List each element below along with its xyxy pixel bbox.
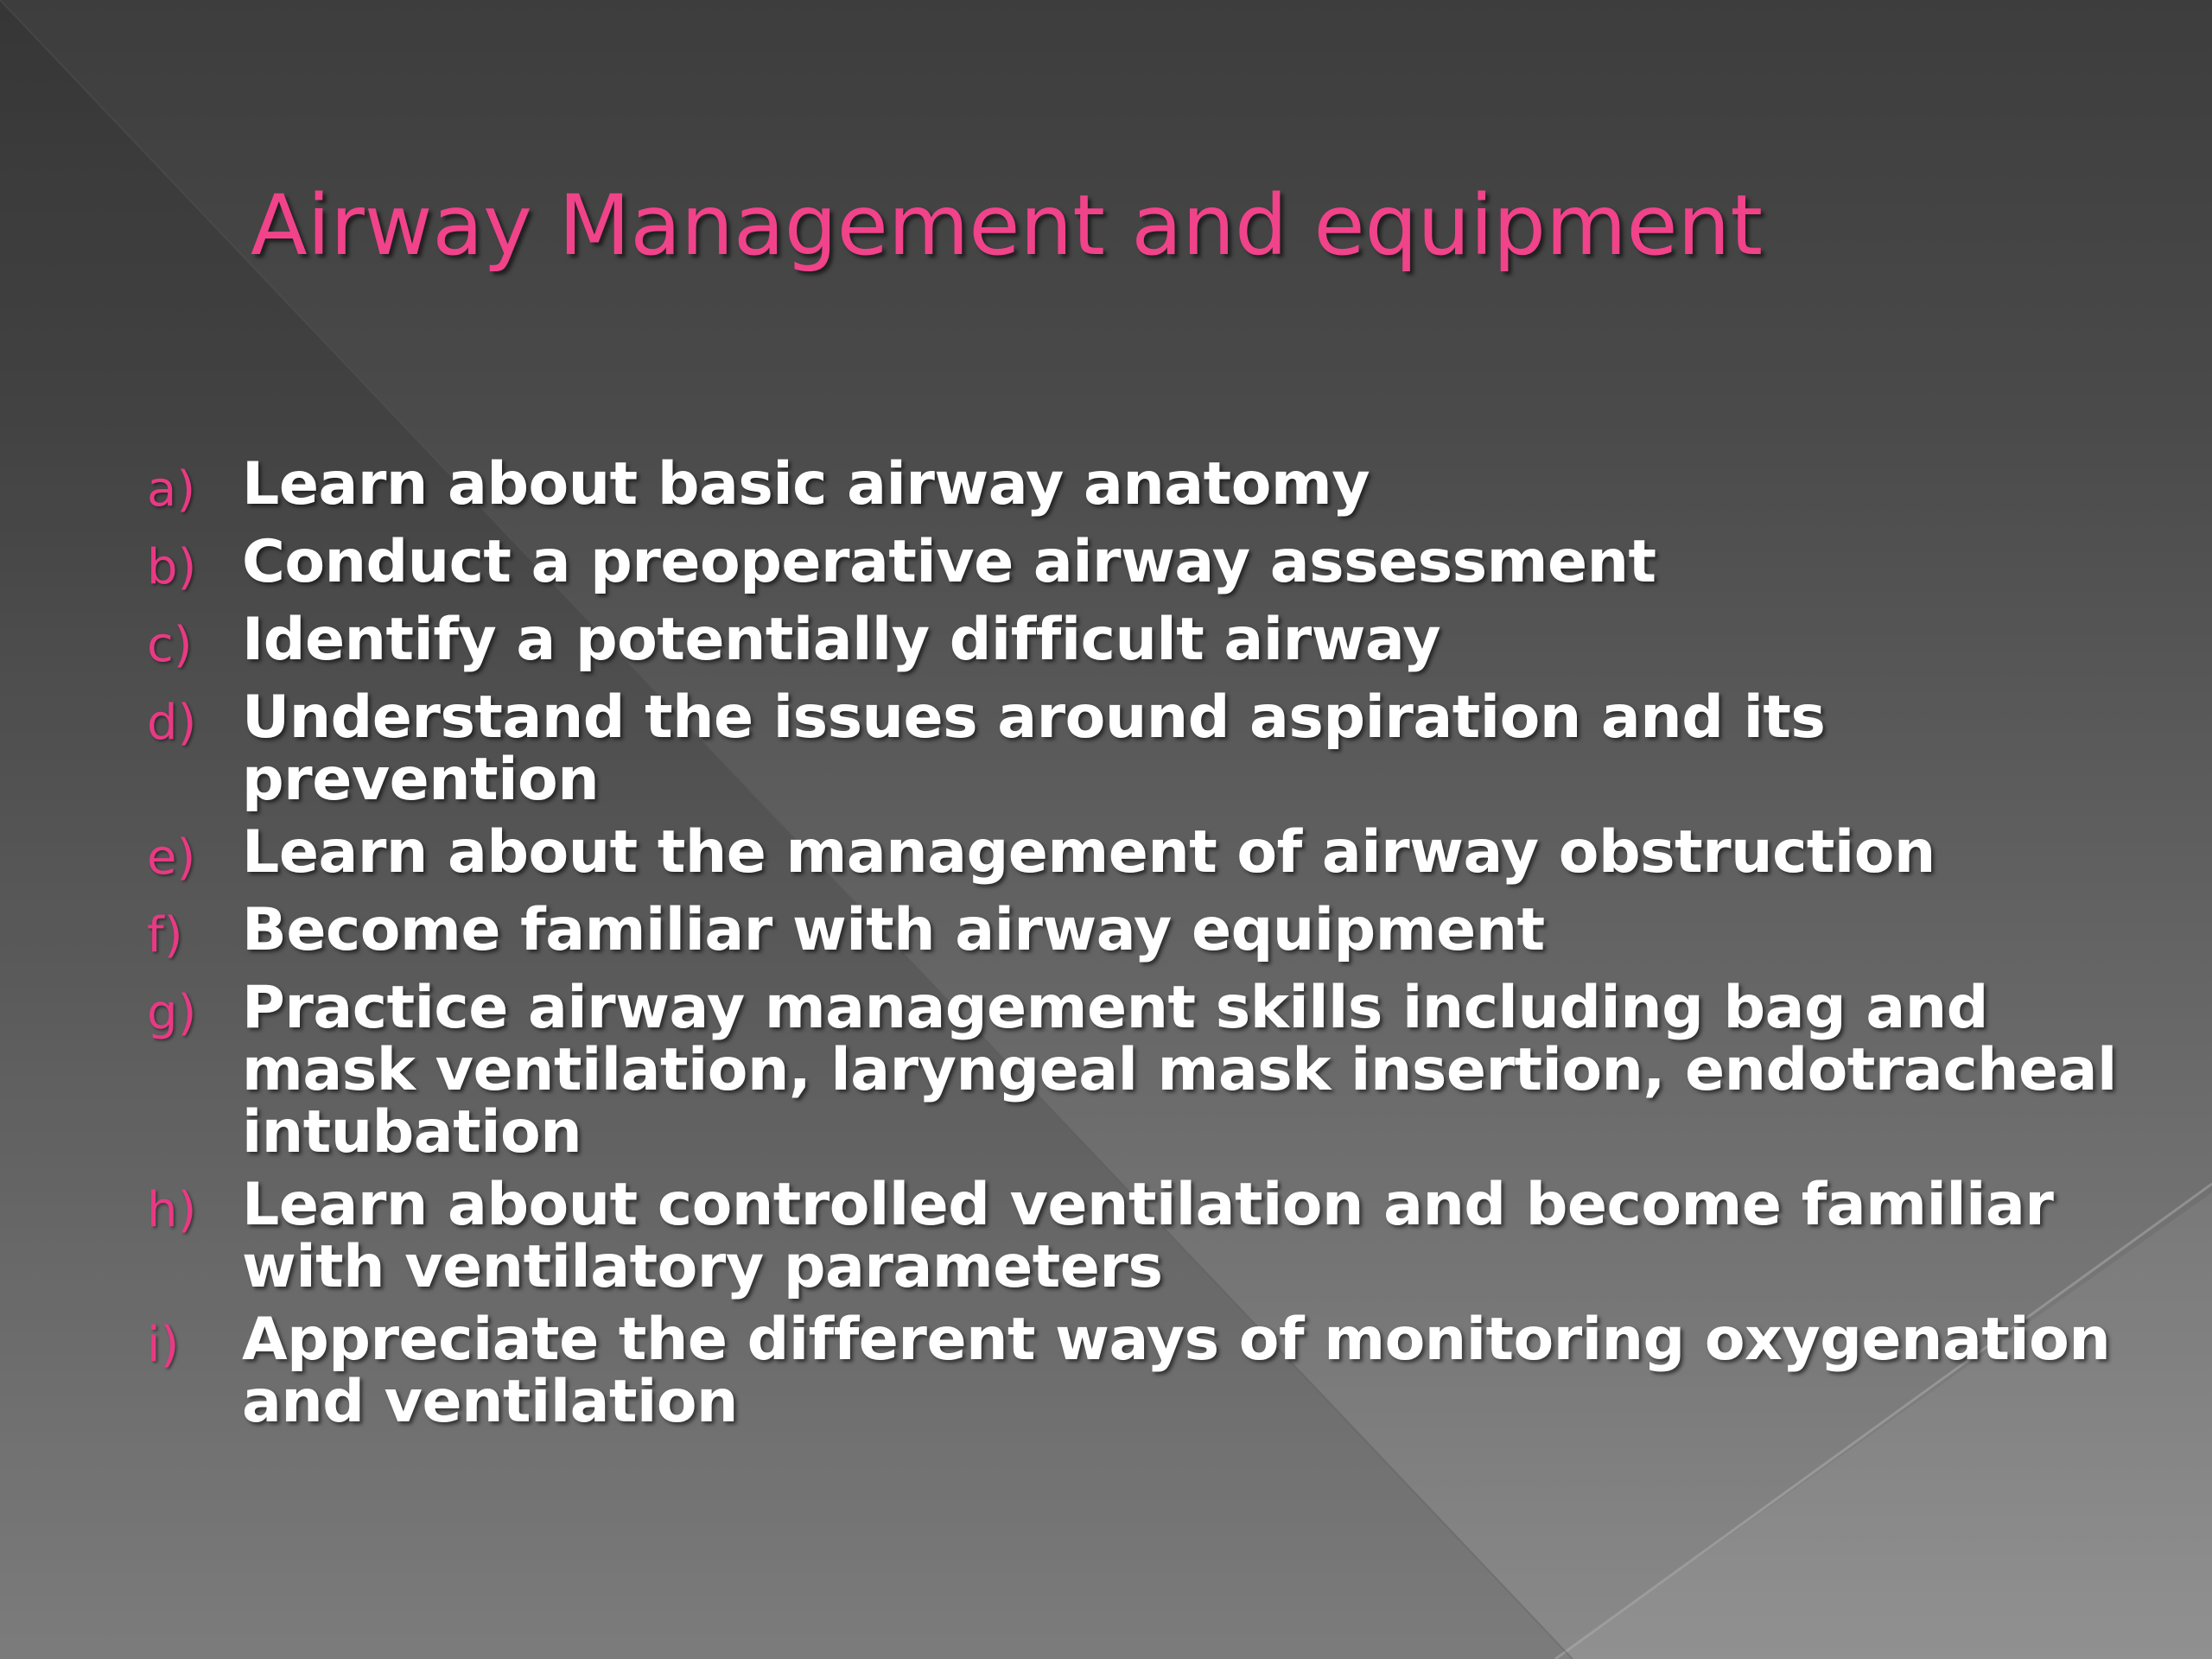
list-marker: i) bbox=[147, 1317, 180, 1373]
list-item-g bbox=[147, 974, 2134, 1166]
list-item-e bbox=[147, 818, 2134, 889]
list-marker: a) bbox=[147, 461, 196, 518]
list-item-text: Identify a potentially difficult airway bbox=[242, 606, 1441, 674]
list-marker: e) bbox=[147, 830, 196, 886]
list-item-text: Conduct a preoperative airway assessment bbox=[242, 528, 1656, 596]
list-item-c bbox=[147, 606, 2134, 677]
list-marker: b) bbox=[147, 539, 197, 595]
list-marker: d) bbox=[147, 695, 197, 751]
list-item-text: Become familiar with airway equipment bbox=[242, 896, 1545, 964]
list-item-i bbox=[147, 1306, 2134, 1436]
list-item-text: Appreciate the different ways of monitoring oxygenation and ventilation bbox=[242, 1306, 2111, 1436]
list-marker: g) bbox=[147, 985, 197, 1041]
list-marker: c) bbox=[147, 617, 193, 673]
list-item-text: Practice airway management skills including bag and mask ventilation, laryngeal mask insertion, endotracheal intubation bbox=[242, 974, 2117, 1166]
list-item-a bbox=[147, 450, 2134, 521]
list-item-text: Understand the issues around aspiration and its prevention bbox=[242, 683, 1826, 814]
list-item-b bbox=[147, 528, 2134, 599]
list-marker: h) bbox=[147, 1182, 197, 1238]
objectives-list bbox=[147, 450, 2134, 1444]
list-item-f bbox=[147, 896, 2134, 967]
list-marker: f) bbox=[147, 907, 183, 963]
slide-title: Airway Management and equipment bbox=[251, 177, 1764, 274]
list-item-h bbox=[147, 1171, 2134, 1301]
list-item-text: Learn about controlled ventilation and become familiar with ventilatory parameters bbox=[242, 1171, 2054, 1301]
list-item-d bbox=[147, 683, 2134, 814]
list-item-text: Learn about basic airway anatomy bbox=[242, 450, 1370, 518]
list-item-text: Learn about the management of airway obstruction bbox=[242, 818, 1936, 887]
